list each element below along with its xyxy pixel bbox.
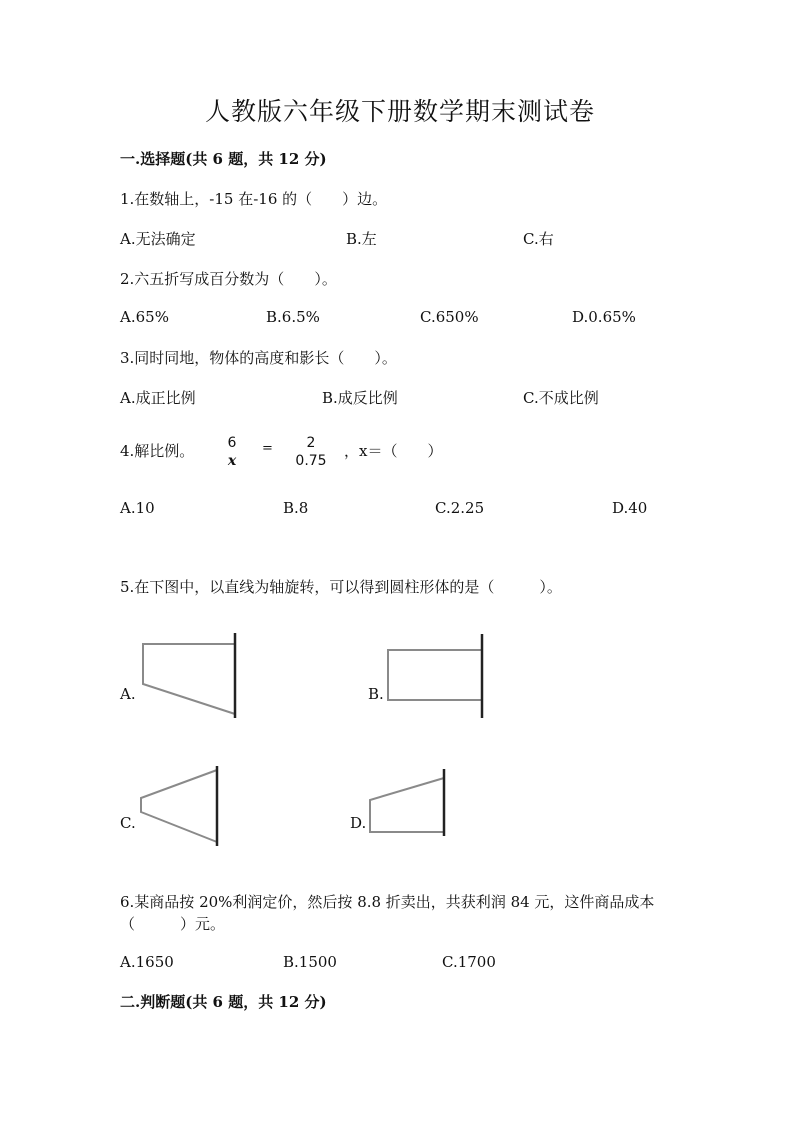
fraction-right [294,434,328,470]
section-heading-judgment: 二.判断题(共 6 题，共 12 分) [120,993,327,1011]
question-5-stem: 5.在下图中，以直线为轴旋转，可以得到圆柱形体的是（ ）。 [120,578,562,596]
figure-c-label: C. [120,814,136,832]
question-6-stem-line-2: （ ）元。 [120,915,226,933]
fraction-left-numerator: 6 [227,435,237,451]
figure-d-label: D. [350,814,367,832]
figure-b-label: B. [368,685,384,703]
figure-c-trapezoid [135,764,225,848]
question-3-option-a: A.成正比例 [120,389,196,407]
question-4-suffix: ，x＝（ ） [344,442,443,460]
question-6-option-c: C.1700 [442,953,496,971]
fraction-right-denominator: 0.75 [295,453,327,469]
question-1-option-a: A.无法确定 [120,230,196,248]
question-1-option-c: C.右 [523,230,554,248]
question-2-stem: 2.六五折写成百分数为（ ）。 [120,270,337,288]
question-2-option-d: D.0.65% [572,308,636,326]
fraction-left-denominator: x [227,453,237,469]
figure-b-rectangle [380,630,490,720]
question-3-option-b: B.成反比例 [322,389,398,407]
section-heading-choice: 一.选择题(共 6 题，共 12 分) [120,150,327,168]
question-3-option-c: C.不成比例 [523,389,599,407]
fraction-right-numerator: 2 [306,435,316,451]
question-2-option-c: C.650% [420,308,479,326]
equals-sign: = [262,441,273,456]
fraction-left [223,434,241,470]
question-4-option-d: D.40 [612,499,648,517]
question-1-stem: 1.在数轴上，-15 在-16 的（ ）边。 [120,190,388,208]
question-6-option-a: A.1650 [120,953,174,971]
figure-a-label: A. [120,685,136,703]
question-4-option-a: A.10 [120,499,155,517]
figure-a-trapezoid [135,630,245,720]
question-6-option-b: B.1500 [283,953,337,971]
figure-d-trapezoid [364,766,454,838]
page-title: 人教版六年级下册数学期末测试卷 [204,97,595,126]
question-2-option-b: B.6.5% [266,308,320,326]
question-3-stem: 3.同时同地，物体的高度和影长（ ）。 [120,349,397,367]
question-4-option-c: C.2.25 [435,499,485,517]
question-4-stem: 4.解比例。 [120,442,195,460]
question-4-option-b: B.8 [283,499,309,517]
question-6-stem-line-1: 6.某商品按 20%利润定价，然后按 8.8 折卖出，共获利润 84 元，这件商品成本 [120,893,655,911]
question-1-option-b: B.左 [346,230,377,248]
question-2-option-a: A.65% [120,308,169,326]
